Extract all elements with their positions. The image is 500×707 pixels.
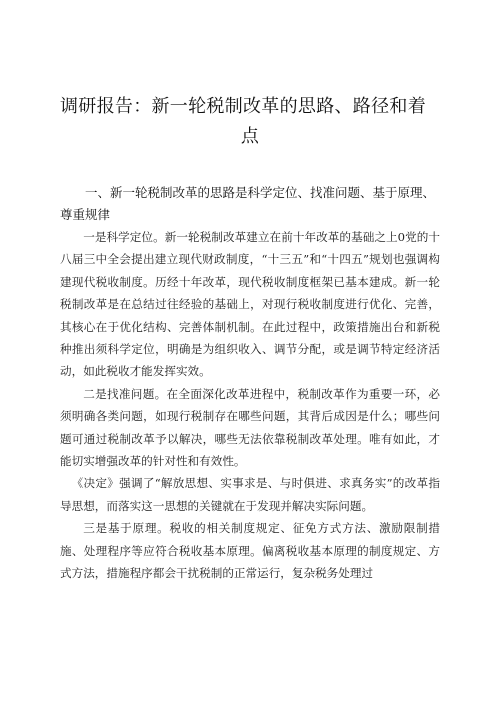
paragraph-1: 一是科学定位。新一轮税制改革建立在前十年改革的基础之上0党的十八届三中全会提出建立现代财政制度，“十三五”和“十四五”规划也强调构建现代税收制度。历经十年改革，现代税收制度框架已基本建成。新一轮税制改革是在总结过往经验的基础上，对现行税收制度进行优化、完善，其核心在于优化结构、完善体制机制。在此过程中，政策措施出台和新税种推出须科学定位，明确是为组织收入、调节分配，或是调节特定经济活动，如此税收才能发挥实效。 <box>60 230 440 379</box>
body-text <box>60 226 440 585</box>
title-line-2: 点 <box>240 126 260 147</box>
paragraph-3: 《决定》强调了“解放思想、实事求是、与时俱进、求真务实”的改革指导思想，而落实这一思想的关键就在于发现并解决实际问题。 <box>60 476 440 513</box>
paragraph-4: 三是基于原理。税收的相关制度规定、征免方式方法、激励限制措施、处理程序等应符合税收基本原理。偏离税收基本原理的制度规定、方式方法，措施程序都会干扰税制的正常运行，复杂税务处理过 <box>60 521 440 581</box>
title-line-1: 调研报告：新一轮税制改革的思路、路径和着 <box>60 96 426 117</box>
paragraph-2: 二是找准问题。在全面深化改革进程中，税制改革作为重要一环，必须明确各类问题，如现行税制存在哪些问题，其背后成因是什么；哪些问题可通过税制改革予以解决，哪些无法依靠税制改革处理。唯有如此，才能切实增强改革的针对性和有效性。 <box>60 386 440 469</box>
section-heading: 一、新一轮税制改革的思路是科学定位、找准问题、基于原理、尊重规律 <box>60 185 436 222</box>
document-title <box>60 92 440 152</box>
